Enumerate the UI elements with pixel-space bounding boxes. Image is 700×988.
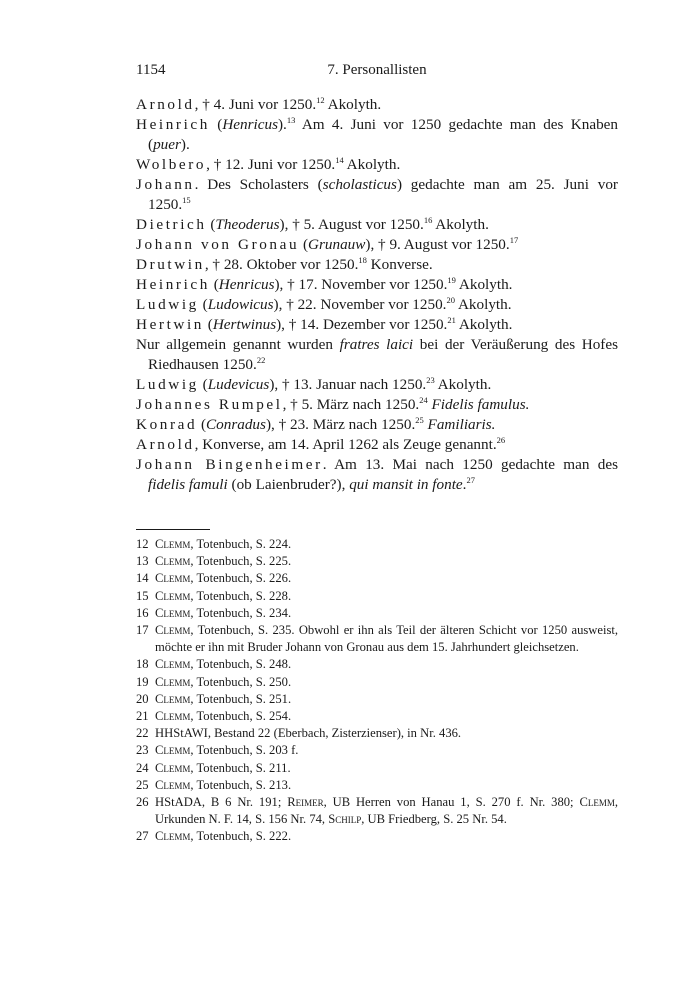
author-name: Reimer — [287, 795, 324, 810]
text-run: (ob Laienbruder?), — [227, 476, 350, 493]
text-run: , Totenbuch, S. 226. — [190, 571, 292, 586]
person-entry — [136, 235, 618, 255]
footnote-text — [155, 622, 618, 656]
author-name: Schilp — [328, 812, 362, 827]
footnote-text — [155, 725, 618, 742]
person-entry — [136, 435, 618, 455]
text-run: Akolyth. — [454, 296, 512, 313]
page-header — [136, 62, 618, 82]
person-name: Johannes Rumpel — [136, 396, 283, 413]
text-run: ) gedachte man am 25. Juni vor 1250. — [148, 176, 618, 213]
footnote-ref: 21 — [447, 314, 456, 325]
text-run: , Totenbuch, S. 254. — [190, 709, 292, 724]
person-entry — [136, 115, 618, 155]
text-run: , Totenbuch, S. 203 f. — [190, 743, 299, 758]
footnote-number: 26 — [136, 795, 149, 810]
footnote-text — [155, 742, 618, 759]
footnote — [136, 605, 618, 622]
author-name: Clemm — [155, 709, 191, 724]
text-run: , UB Friedberg, S. 25 Nr. 54. — [361, 812, 507, 827]
page-number: 1154 — [136, 62, 166, 78]
text-run: . Am 13. Mai nach 1250 gedachte man des — [322, 456, 618, 473]
person-name: Wolbero — [136, 156, 207, 173]
footnote — [136, 656, 618, 673]
italic-text: Theoderus — [215, 216, 280, 233]
footnote-number: 14 — [136, 571, 149, 586]
footnote-number: 17 — [136, 623, 149, 638]
text-run: , Totenbuch, S. 224. — [190, 537, 292, 551]
text-run: ( — [198, 376, 208, 393]
footnote-number: 13 — [136, 554, 149, 569]
text-run: , † 5. März nach 1250. — [282, 396, 420, 413]
footnote-ref: 19 — [447, 274, 456, 285]
footnote-ref: 20 — [446, 294, 455, 305]
text-run: Konverse. — [366, 256, 433, 273]
text-run: ( — [299, 236, 309, 253]
person-name: Drutwin — [136, 256, 205, 273]
footnote-number: 22 — [136, 726, 149, 741]
footnote-text — [155, 674, 618, 691]
text-run: ( — [203, 316, 213, 333]
footnote-text — [155, 553, 618, 570]
text-run: HHStAWI, Bestand 22 (Eberbach, Zisterzienser), in Nr. 436. — [155, 726, 462, 741]
text-run: ), † 22. November vor 1250. — [273, 296, 447, 313]
text-run: Akolyth. — [343, 156, 401, 173]
footnote-number: 23 — [136, 743, 149, 758]
person-name: Heinrich — [136, 276, 210, 293]
person-name: Johann — [136, 176, 195, 193]
footnote-ref: 27 — [466, 474, 475, 485]
footnote-text — [155, 777, 618, 794]
footnote — [136, 536, 618, 553]
text-run: , Totenbuch, S. 211. — [190, 760, 291, 775]
footnote-ref: 12 — [316, 94, 325, 105]
footnote-ref: 23 — [426, 374, 435, 385]
text-run: , Totenbuch, S. 235. Obwohl er ihn als Teil der älteren Schicht vor 1250 ausweist, möchte er ihn mit Bruder Johann von Gronau aus dem 15. Jahrhundert gleichsetzen. — [155, 623, 618, 655]
italic-text: qui mansit in fonte — [349, 476, 463, 493]
author-name: Clemm — [155, 623, 191, 638]
person-entry — [136, 215, 618, 235]
footnote-number: 21 — [136, 709, 149, 724]
text-run: ( — [206, 216, 216, 233]
author-name: Clemm — [155, 674, 191, 689]
author-name: Clemm — [155, 657, 191, 672]
footnote-number: 15 — [136, 588, 149, 603]
author-name: Clemm — [155, 537, 191, 551]
text-run: ( — [198, 296, 208, 313]
text-run: ), † 13. Januar nach 1250. — [269, 376, 427, 393]
author-name: Clemm — [155, 554, 191, 569]
footnote-text — [155, 570, 618, 587]
text-run: , Totenbuch, S. 250. — [190, 674, 292, 689]
footnote-number: 19 — [136, 674, 149, 689]
footnote — [136, 777, 618, 794]
text-run: ( — [197, 416, 207, 433]
italic-text: Familiaris. — [427, 416, 496, 433]
text-run: ), † 9. August vor 1250. — [365, 236, 510, 253]
author-name: Clemm — [155, 605, 191, 620]
person-name: Johann von Gronau — [136, 236, 300, 253]
text-run: , UB Herren von Hanau 1, S. 270 f. Nr. 380; — [323, 795, 580, 810]
text-run: bei der Veräußerung des Hofes Riedhausen 1250. — [148, 336, 619, 373]
person-name: Ludwig — [136, 296, 199, 313]
author-name: Clemm — [155, 760, 191, 775]
text-run: ), † 5. August vor 1250. — [279, 216, 424, 233]
footnote-ref: 15 — [182, 194, 191, 205]
footnote-ref: 13 — [286, 114, 296, 125]
footnote — [136, 570, 618, 587]
footnote-ref: 14 — [335, 154, 344, 165]
footnote-number: 27 — [136, 829, 149, 844]
footnote — [136, 828, 618, 845]
italic-text: Henricus — [222, 116, 278, 133]
author-name: Clemm — [155, 829, 191, 844]
footnote-ref: 25 — [415, 414, 424, 425]
person-entry — [136, 155, 618, 175]
person-name: Dietrich — [136, 216, 207, 233]
person-entry — [136, 295, 618, 315]
person-entry — [136, 255, 618, 275]
person-entry — [136, 395, 618, 415]
person-entry — [136, 175, 618, 215]
footnote-ref: 26 — [496, 434, 506, 445]
text-run: HStADA, B 6 Nr. 191; — [155, 795, 288, 810]
footnote — [136, 708, 618, 725]
person-name: Heinrich — [136, 116, 210, 133]
text-run: ). — [278, 116, 287, 133]
person-list — [136, 95, 618, 495]
text-run: , † 12. Juni vor 1250. — [206, 156, 336, 173]
footnote-text — [155, 828, 618, 845]
footnote-number: 20 — [136, 691, 149, 706]
author-name: Clemm — [155, 691, 191, 706]
text-run: Akolyth. — [455, 276, 513, 293]
footnote-text — [155, 760, 618, 777]
person-name: Konrad — [136, 416, 198, 433]
footnote-number: 18 — [136, 657, 149, 672]
text-run: , Totenbuch, S. 248. — [190, 657, 292, 672]
text-run: , † 4. Juni vor 1250. — [194, 96, 317, 113]
text-run: , Totenbuch, S. 228. — [190, 588, 292, 603]
footnote-ref: 16 — [423, 214, 433, 225]
text-run: ), † 14. Dezember vor 1250. — [276, 316, 448, 333]
footnote-text — [155, 605, 618, 622]
text-run: , Totenbuch, S. 225. — [190, 554, 292, 569]
person-entry — [136, 335, 618, 375]
author-name: Clemm — [155, 777, 191, 792]
footnote-rule — [136, 529, 210, 530]
text-run: , Totenbuch, S. 234. — [190, 605, 292, 620]
footnote-text — [155, 794, 618, 828]
footnote-number: 25 — [136, 777, 149, 792]
person-entry — [136, 375, 618, 395]
text-run: Akolyth. — [434, 376, 492, 393]
text-run: , Totenbuch, S. 222. — [190, 829, 292, 844]
person-name: Hertwin — [136, 316, 204, 333]
italic-text: scholasticus — [322, 176, 397, 193]
italic-text: Conradus — [206, 416, 266, 433]
footnote-list — [136, 536, 618, 846]
italic-text: Ludevicus — [207, 376, 270, 393]
footnote — [136, 760, 618, 777]
footnote — [136, 742, 618, 759]
text-run: , † 28. Oktober vor 1250. — [204, 256, 359, 273]
running-head: 7. Personallisten — [327, 62, 427, 78]
person-name: Ludwig — [136, 376, 199, 393]
text-run: Nur allgemein genannt wurden — [136, 336, 340, 353]
person-entry — [136, 455, 618, 495]
footnote-text — [155, 588, 618, 605]
text-run: Akolyth. — [432, 216, 489, 233]
footnote-ref: 18 — [358, 254, 367, 265]
text-run: . Des Scholasters ( — [194, 176, 323, 193]
person-entry — [136, 415, 618, 435]
text-run: Akolyth. — [324, 96, 382, 113]
footnote — [136, 691, 618, 708]
person-name: Arnold — [136, 436, 195, 453]
italic-text: fidelis famuli — [148, 476, 228, 493]
footnote — [136, 794, 618, 828]
footnote-number: 16 — [136, 605, 149, 620]
footnote — [136, 588, 618, 605]
footnote — [136, 553, 618, 570]
italic-text: Fidelis famulus. — [431, 396, 530, 413]
text-run: , Totenbuch, S. 251. — [190, 691, 292, 706]
italic-text: Grunauw — [308, 236, 366, 253]
footnote-ref: 22 — [256, 354, 266, 365]
italic-text: fratres laici — [339, 336, 414, 353]
person-entry — [136, 315, 618, 335]
footnote-text — [155, 708, 618, 725]
text-run: ( — [209, 116, 223, 133]
text-run: , Totenbuch, S. 213. — [190, 777, 292, 792]
text-run: ), † 23. März nach 1250. — [265, 416, 416, 433]
text-run: Akolyth. — [455, 316, 513, 333]
text-run: . — [462, 476, 467, 493]
text-run: , Urkunden N. F. 14, S. 156 Nr. 74, — [155, 795, 618, 827]
footnote-text — [155, 536, 618, 553]
author-name: Clemm — [579, 795, 615, 810]
footnote — [136, 725, 618, 742]
text-run: , Konverse, am 14. April 1262 als Zeuge genannt. — [194, 436, 497, 453]
person-name: Johann Bingenheimer — [136, 456, 323, 473]
footnote-text — [155, 656, 618, 673]
author-name: Clemm — [155, 743, 191, 758]
text-run: ). — [180, 136, 190, 153]
footnote-ref: 24 — [419, 394, 428, 405]
text-run: Am 4. Juni vor 1250 gedachte man des Knaben ( — [148, 116, 619, 153]
person-name: Arnold — [136, 96, 195, 113]
footnote-ref: 17 — [509, 234, 519, 245]
italic-text: puer — [153, 136, 181, 153]
text-run: ), † 17. November vor 1250. — [274, 276, 448, 293]
footnote-number: 24 — [136, 760, 149, 775]
italic-text: Henricus — [218, 276, 275, 293]
footnote — [136, 622, 618, 656]
author-name: Clemm — [155, 588, 191, 603]
footnote-number: 12 — [136, 537, 149, 551]
person-entry — [136, 275, 618, 295]
italic-text: Hertwinus — [212, 316, 277, 333]
person-entry — [136, 95, 618, 115]
footnote — [136, 674, 618, 691]
footnote-text — [155, 691, 618, 708]
italic-text: Ludowicus — [207, 296, 274, 313]
text-run: ( — [209, 276, 219, 293]
author-name: Clemm — [155, 571, 191, 586]
